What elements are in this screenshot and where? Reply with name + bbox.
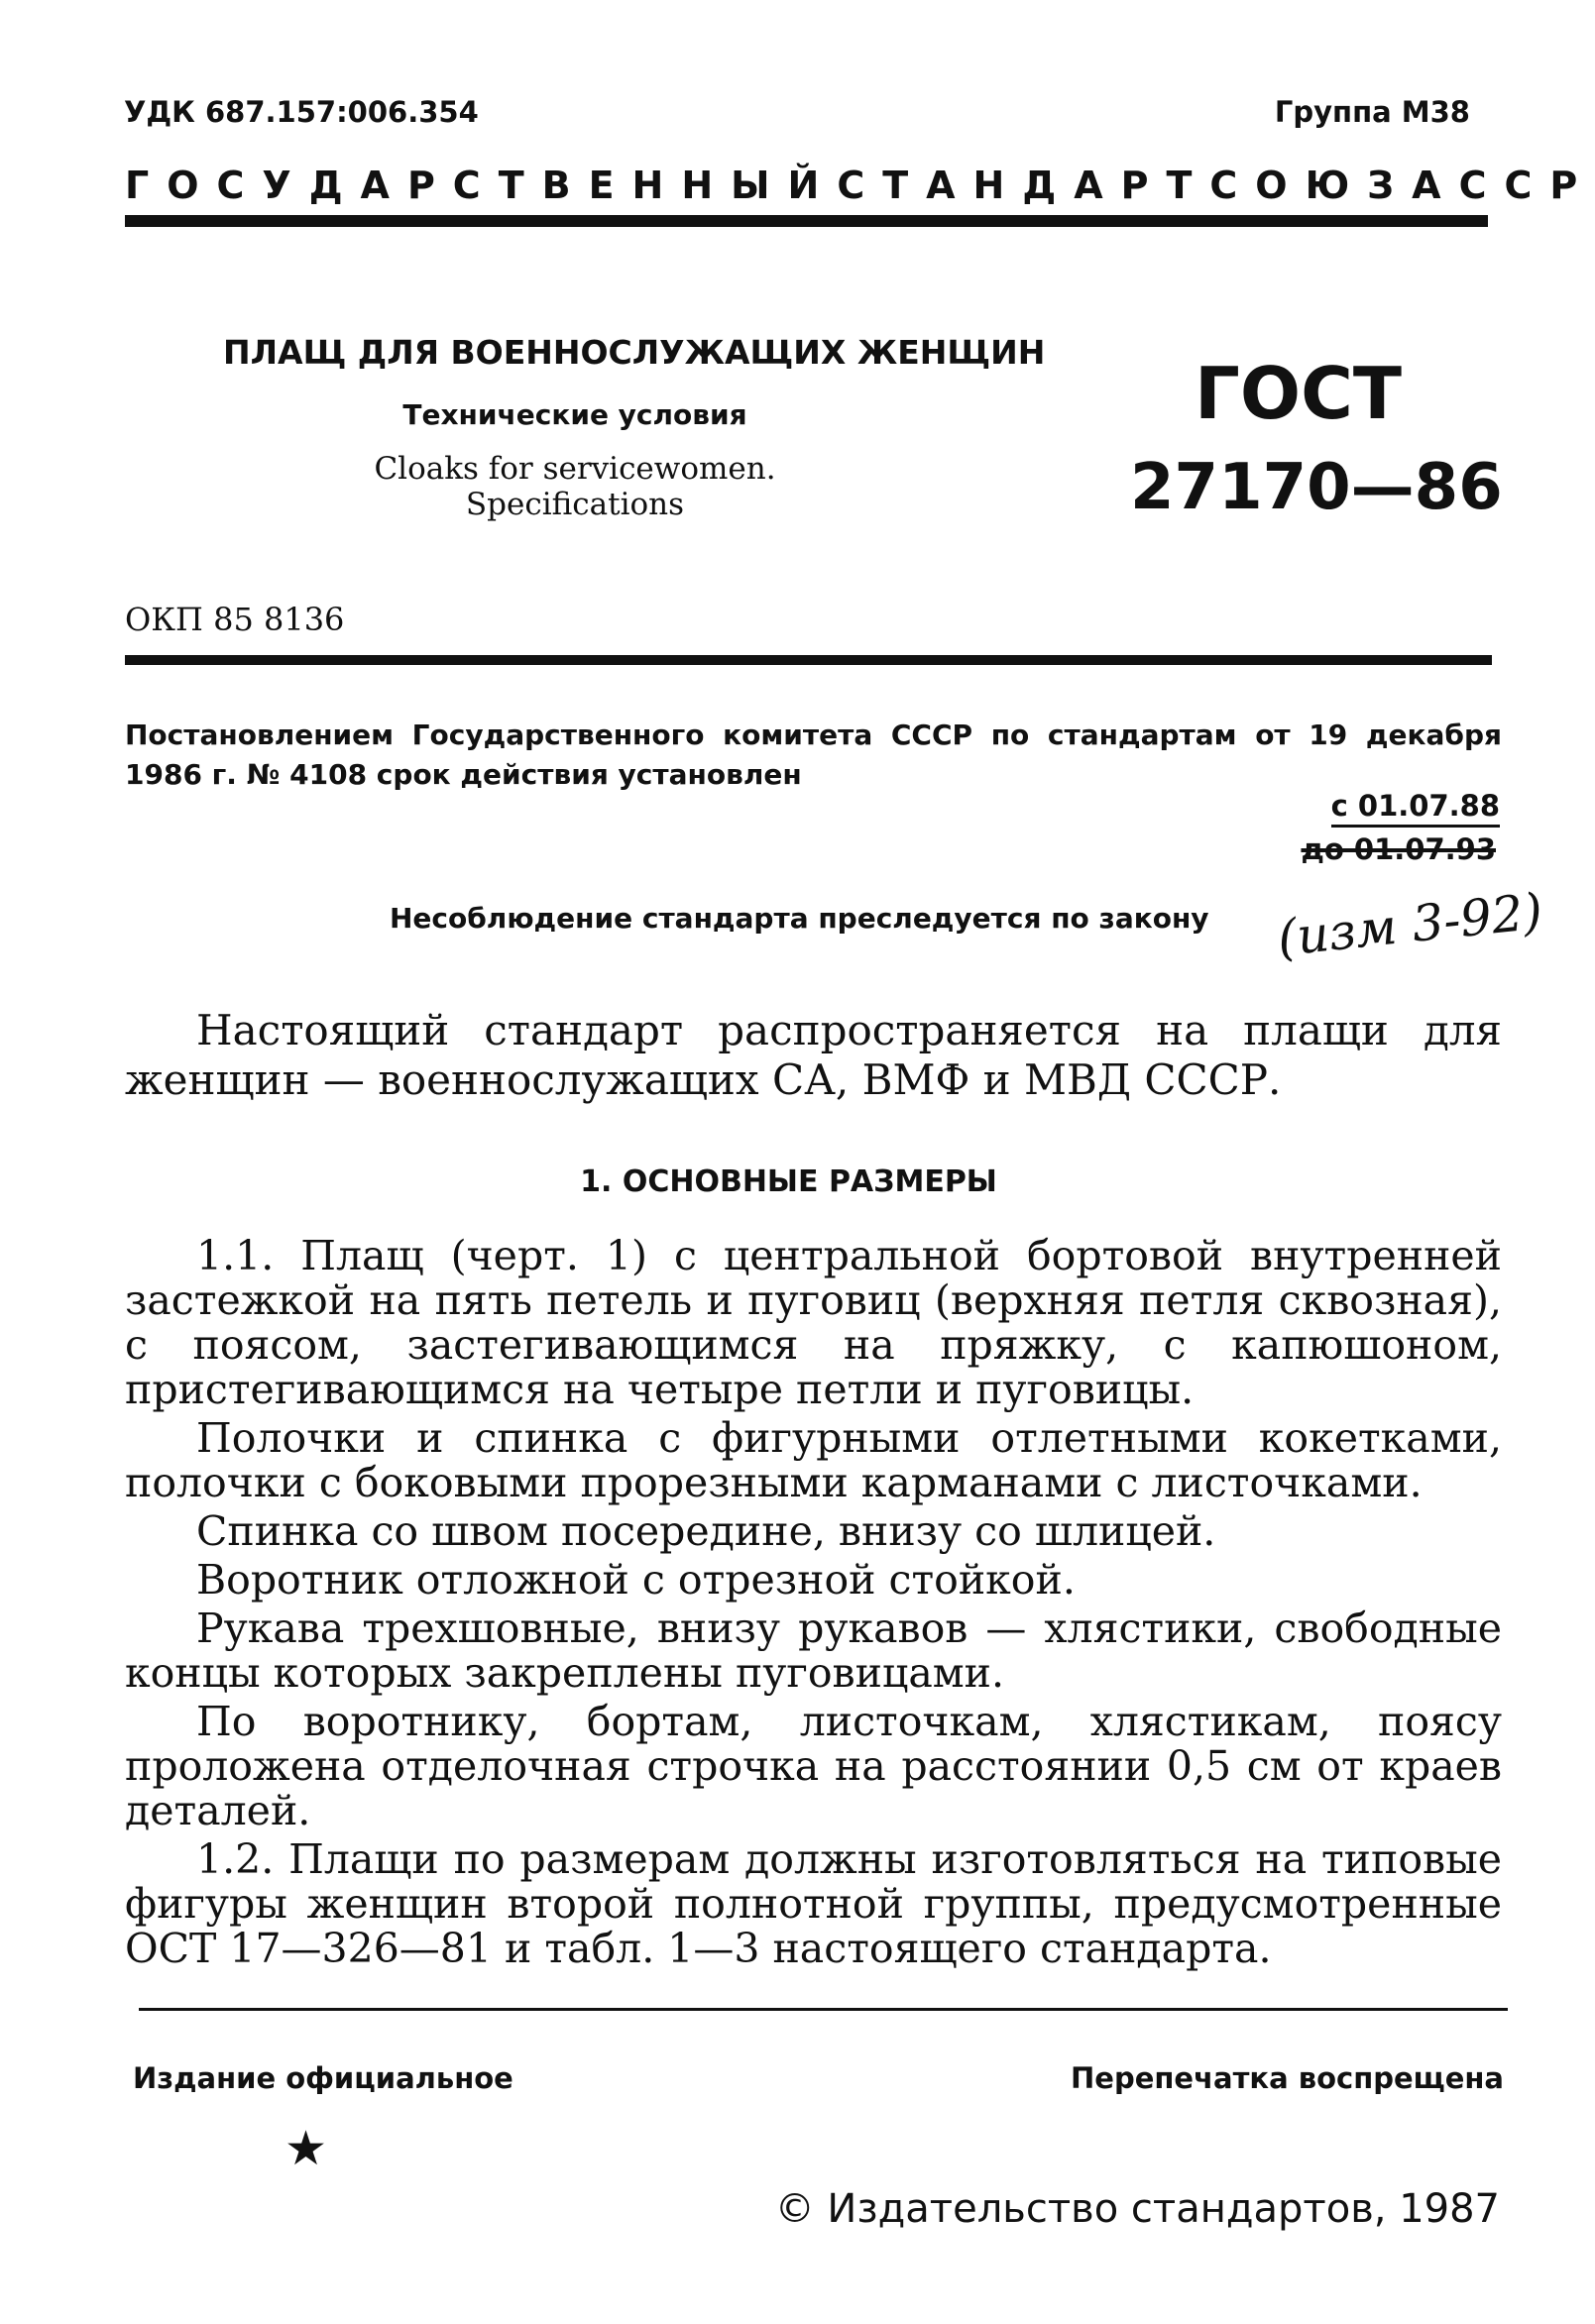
english-title-line-1: Cloaks for servicewomen. — [374, 451, 776, 487]
reprint-notice: Перепечатка воспрещена — [1071, 2061, 1504, 2095]
gost-number: 27170—86 — [1130, 451, 1503, 524]
state-standard-heading — [125, 164, 1595, 207]
paragraph-1-1: 1.1. Плащ (черт. 1) с центральной бортовой внутренней застежкой на пять петель и пуговиц (верхняя петля сквозная), с поясом, застегивающимся на пряжку, с капюшоном, пристегивающимся на четыре петли и пуговицы. — [125, 1232, 1502, 1413]
state-word-3: СОЮЗА — [1209, 164, 1459, 207]
paragraph-back: Спинка со швом посередине, внизу со шлицей. — [196, 1507, 1216, 1555]
section-body — [125, 1234, 1502, 1975]
english-title-line-2: Specifications — [465, 487, 685, 522]
star-icon: ★ — [285, 2121, 328, 2176]
udk-code: УДК 687.157:006.354 — [124, 95, 479, 129]
state-word-2: СТАНДАРТ — [837, 164, 1210, 207]
document-title: ПЛАЩ ДЛЯ ВОЕННОСЛУЖАЩИХ ЖЕНЩИН — [223, 333, 1046, 372]
state-word-1: ГОСУДАРСТВЕННЫЙ — [125, 164, 838, 207]
compliance-notice: Несоблюдение стандарта преследуется по закону — [390, 902, 1209, 935]
document-subtitle: Технические условия — [402, 398, 747, 431]
edition-label: Издание официальное — [133, 2061, 513, 2095]
group-code: Группа М38 — [1274, 95, 1470, 129]
gost-label: ГОСТ — [1195, 352, 1403, 435]
section-title: 1. ОСНОВНЫЕ РАЗМЕРЫ — [580, 1164, 997, 1199]
middle-divider — [125, 655, 1492, 665]
handwritten-note-text: (изм 3-92) — [1274, 882, 1545, 968]
paragraph-1-2: 1.2. Плащи по размерам должны изготовляться на типовые фигуры женщин второй полнотной группы, предусмотренные ОСТ 17—326—81 и табл. 1—3 настоящего стандарта. — [125, 1835, 1502, 1972]
paragraph-panels: Полочки и спинка с фигурными отлетными кокетками, полочки с боковыми прорезными карманами с листочками. — [125, 1414, 1502, 1506]
copyright-notice: © Издательство стандартов, 1987 — [774, 2186, 1500, 2232]
english-title — [0, 451, 1150, 522]
intro-paragraph — [125, 1006, 1502, 1105]
paragraph-stitching: По воротнику, бортам, листочкам, хлястикам, поясу проложена отделочная строчка на расстоянии 0,5 см от краев деталей. — [125, 1698, 1502, 1834]
handwritten-amendment-note — [1274, 882, 1561, 971]
intro-text: Настоящий стандарт распространяется на плащи для женщин — военнослужащих СА, ВМФ и МВД СССР. — [125, 1006, 1502, 1104]
decree-text: Постановлением Государственного комитета СССР по стандартам от 19 декабря 1986 г. № 4108 срок действия установлен — [125, 719, 1502, 791]
effective-to-date: до 01.07.93 — [1301, 832, 1496, 866]
top-divider — [125, 215, 1488, 227]
state-word-4: ССР — [1458, 164, 1595, 207]
paragraph-sleeves: Рукава трехшовные, внизу рукавов — хлястики, свободные концы которых закреплены пуговицами. — [125, 1605, 1502, 1697]
footer-divider — [139, 2008, 1508, 2011]
paragraph-collar: Воротник отложной с отрезной стойкой. — [196, 1556, 1076, 1604]
okp-code: ОКП 85 8136 — [125, 601, 345, 638]
effective-from-date: с 01.07.88 — [1331, 789, 1500, 828]
